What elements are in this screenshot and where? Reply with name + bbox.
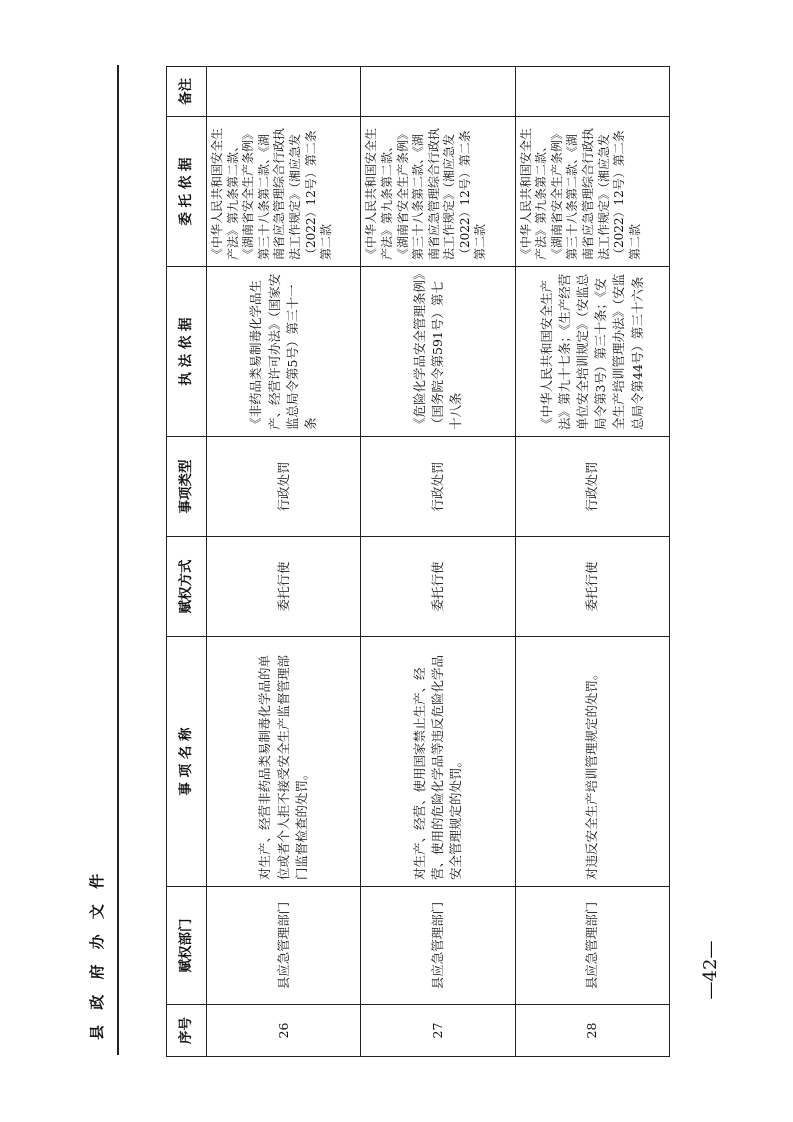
- table-header-row: [167, 67, 207, 1057]
- cell-law: 《非药品类易制毒化学品生产、经营许可办法》（国家安监总局令第5号）第三十一条: [207, 267, 361, 437]
- header-rule: [117, 65, 119, 1055]
- col-header-law: 执 法 依 据: [167, 267, 207, 437]
- col-header-type: 事项类型: [167, 437, 207, 537]
- matters-table: [166, 66, 670, 1057]
- col-header-method: 赋权方式: [167, 537, 207, 637]
- cell-entrust: 《中华人民共和国安全生产法》第九条第二款、《湖南省安全生产条例》第三十八条第二款、《湖南省应急管理综合行政执法工作规定》（湘应急发（2022）12号）第二条第二款: [207, 117, 361, 267]
- col-header-dept: 赋权部门: [167, 887, 207, 1005]
- cell-name: 对生产、经营非药品类易制毒化学品的单位或者个人拒不接受安全生产监督管理部门监督检查的处罚。: [207, 637, 361, 887]
- cell-no: 27: [361, 1005, 515, 1057]
- cell-dept: 县应急管理部门: [207, 887, 361, 1005]
- cell-entrust: 《中华人民共和国安全生产法》第九条第二款、《湖南省安全生产条例》第三十八条第二款、《湖南省应急管理综合行政执法工作规定》（湘应急发（2022）12号）第二条第二款: [361, 117, 515, 267]
- cell-entrust: 《中华人民共和国安全生产法》第九条第二款、《湖南省安全生产条例》第三十八条第二款、《湖南省应急管理综合行政执法工作规定》（湘应急发（2022）12号）第二条第二款: [515, 117, 669, 267]
- cell-note: [515, 67, 669, 117]
- cell-method: 委托行使: [207, 537, 361, 637]
- cell-note: [207, 67, 361, 117]
- matters-table-container: [166, 67, 670, 1057]
- cell-type: 行政处罚: [515, 437, 669, 537]
- table-row: [515, 67, 669, 1057]
- cell-dept: 县应急管理部门: [515, 887, 669, 1005]
- cell-law: 《中华人民共和国安全生产法》第九十七条；《生产经营单位安全培训规定》（安监总局令第3号）第三十条；《安全生产培训管理办法》（安监总局令第44号）第三十六条: [515, 267, 669, 437]
- table-row: [207, 67, 361, 1057]
- cell-note: [361, 67, 515, 117]
- cell-law: 《危险化学品安全管理条例》（国务院令第591号）第七十八条: [361, 267, 515, 437]
- cell-method: 委托行使: [515, 537, 669, 637]
- col-header-no: 序号: [167, 1005, 207, 1057]
- col-header-name: 事 项 名 称: [167, 637, 207, 887]
- cell-type: 行政处罚: [207, 437, 361, 537]
- cell-name: 对违反安全生产培训管理规定的处罚。: [515, 637, 669, 887]
- cell-dept: 县应急管理部门: [361, 887, 515, 1005]
- col-header-entrust: 委 托 依 据: [167, 117, 207, 267]
- document-header: 县 政 府 办 文 件: [88, 868, 106, 1040]
- table-row: [361, 67, 515, 1057]
- col-header-note: 备注: [167, 67, 207, 117]
- cell-name: 对生产、经营、使用国家禁止生产、经营、使用的危险化学品等违反危险化学品安全管理规定的处罚。: [361, 637, 515, 887]
- page-number: —42—: [700, 940, 721, 1000]
- cell-no: 26: [207, 1005, 361, 1057]
- cell-type: 行政处罚: [361, 437, 515, 537]
- cell-method: 委托行使: [361, 537, 515, 637]
- cell-no: 28: [515, 1005, 669, 1057]
